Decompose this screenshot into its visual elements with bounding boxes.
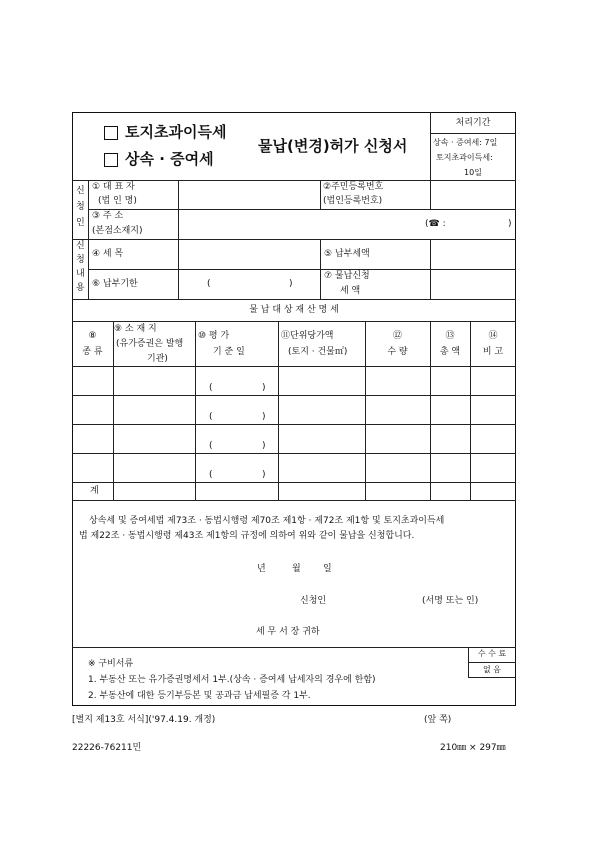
request-section-label-3: 내 (76, 269, 85, 279)
registration-number-field[interactable] (431, 181, 515, 208)
address-label: ③ 주 소 (92, 211, 124, 221)
col-location-sub1: (유가증권은 발행 (116, 339, 184, 349)
col-note-number: ⑭ (488, 331, 498, 341)
registration-number-label: ②주민등록번호 (323, 182, 384, 192)
processing-period-label: 처리기간 (455, 118, 491, 128)
paper-size: 210㎜ × 297㎜ (440, 743, 506, 753)
representative-label: ① 대 표 자 (92, 182, 135, 192)
tax-amount-label: ⑤ 납부세액 (324, 249, 370, 259)
due-date-field[interactable] (212, 272, 286, 296)
form-code: 22226-76211민 (72, 743, 142, 753)
due-date-open: ( (207, 279, 211, 289)
representative-sublabel: (법 인 명) (98, 196, 137, 206)
tax-amount-field[interactable] (431, 240, 515, 268)
apply-amount-label-line2: 세 액 (340, 286, 361, 296)
sign-or-seal-label: (서명 또는 인) (422, 596, 479, 606)
property-heading: 물 납 대 상 재 산 명 세 (249, 305, 339, 315)
col-quantity-number: ⑫ (392, 331, 402, 341)
processing-period-line1: 상속 · 증여세: 7일 (433, 138, 498, 147)
title-option-inheritance-tax: 상속 · 증여세 (125, 150, 214, 168)
due-date-label: ⑥ 납부기한 (92, 279, 138, 289)
recipient-label: 세 무 서 장 귀하 (256, 627, 320, 637)
row3-date-open: ( (209, 441, 213, 451)
tax-item-field[interactable] (179, 240, 319, 268)
row2-date-close: ) (262, 412, 266, 422)
col-total-number: ⑬ (445, 331, 455, 341)
row4-date-close: ) (262, 470, 266, 480)
fee-value: 없 음 (483, 665, 501, 674)
required-document-2: 2. 부동산에 대한 등기부등본 및 공과금 납세필증 각 1부. (88, 691, 311, 701)
col-quantity-header: 수 량 (387, 347, 408, 357)
col-total-header: 총 액 (439, 347, 461, 357)
form-reference: [별지 제13호 서식]('97.4.19. 개정) (72, 715, 216, 725)
tax-item-label: ④ 세 목 (92, 249, 124, 259)
declaration-line2: 법 제22조 · 동법시행령 제43조 제1항의 규정에 의하여 위와 같이 물납을 신청합니다. (79, 531, 415, 541)
applicant-signature-label: 신청인 (300, 596, 327, 606)
applicant-section-label-3: 인 (76, 218, 85, 228)
total-row-label: 계 (90, 486, 99, 496)
row2-date-open: ( (209, 412, 213, 422)
declaration-line1: 상속세 및 증여세법 제73조 · 동법시행령 제70조 제1항 · 제72조 제1항 및 토지초과이득세 (89, 516, 445, 526)
col-standard-date-header: ⑩ 평 가 (198, 331, 230, 341)
phone-label: (☎ : (425, 219, 446, 229)
due-date-close: ) (289, 279, 293, 289)
col-unit-price-sub: (토지 · 건물㎡) (288, 347, 348, 357)
apply-amount-field[interactable] (431, 270, 515, 298)
row1-date-close: ) (262, 383, 266, 393)
col-kind-header: 종 류 (82, 347, 103, 357)
processing-period-line2: 토지초과이득세: (436, 153, 493, 162)
col-note-header: 비 고 (482, 347, 504, 357)
request-section-label-4: 용 (76, 283, 85, 293)
required-document-1: 1. 부동산 또는 유가증권명세서 1부.(상속 · 증여세 납세자의 경우에 한함) (88, 675, 376, 685)
row3-date-close: ) (262, 441, 266, 451)
col-location-header: ⑨ 소 재 지 (114, 324, 157, 334)
processing-period-line3: 10일 (464, 168, 482, 177)
request-section-label-1: 신 (76, 241, 85, 251)
col-location-sub2: 기관) (147, 354, 168, 364)
registration-number-sublabel: (법인등록번호) (323, 196, 383, 206)
address-field[interactable] (179, 210, 419, 238)
representative-field[interactable] (179, 181, 319, 208)
page-title: 물납(변경)허가 신청서 (258, 137, 408, 155)
checkbox-land-tax[interactable] (104, 126, 118, 140)
row1-date-open: ( (209, 383, 213, 393)
request-section-label-2: 청 (76, 255, 85, 265)
col-standard-date-sub: 기 준 일 (213, 347, 245, 357)
phone-close: ) (508, 219, 512, 229)
date-month-label: 월 (292, 564, 301, 574)
date-year-label: 년 (257, 564, 266, 574)
row4-date-open: ( (209, 470, 213, 480)
title-option-land-tax: 토지초과이득세 (125, 123, 227, 141)
date-day-label: 일 (323, 564, 332, 574)
applicant-section-label-1: 신 (76, 186, 85, 196)
address-sublabel: (본점소재지) (92, 226, 143, 236)
apply-amount-label-line1: ⑦ 물납신청 (324, 271, 370, 281)
required-documents-heading: ※ 구비서류 (88, 659, 134, 669)
col-unit-price-header: ⑪단위당가액 (281, 331, 334, 341)
page-side-label: (앞 쪽) (424, 715, 452, 725)
col-kind-number: ⑧ (88, 331, 97, 341)
fee-label: 수 수 료 (477, 649, 507, 658)
applicant-section-label-2: 청 (76, 202, 85, 212)
checkbox-inheritance-tax[interactable] (104, 153, 118, 167)
